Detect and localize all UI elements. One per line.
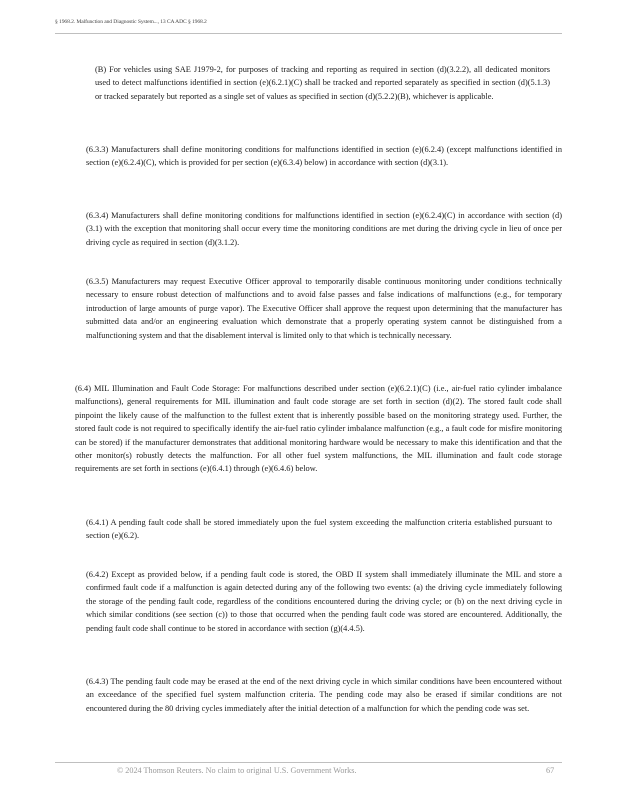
running-head: § 1968.2. Malfunction and Diagnostic System..., 13 CA ADC § 1968.2: [55, 19, 207, 25]
paragraph-6-4-3: (6.4.3) The pending fault code may be erased at the end of the next driving cycle in which similar conditions have been encountered without an exceedance of the specified fuel system malfunction criteria. The pending code may also be erased if similar conditions are not encountered during the 80 driving cycles immediately after the initial detection of a malfunction for which the pending code was set.: [86, 677, 562, 713]
paragraph-6-3-3: (6.3.3) Manufacturers shall define monitoring conditions for malfunctions identified in section (e)(6.2.4) (except malfunctions identified in section (e)(6.2.4)(C), which is provided for per section (e)(6.3.4) below) in accordance with section (d)(3.1).: [86, 145, 562, 168]
page-number: 67: [546, 766, 555, 775]
paragraph-6-3-4: (6.3.4) Manufacturers shall define monitoring conditions for malfunctions identified in section (e)(6.2.4)(C) in accordance with section (d)(3.1) with the exception that monitoring shall occur every time the monitoring conditions are met during the driving cycle in lieu of once per driving cycle as required in section (d)(3.1.2).: [86, 211, 562, 247]
paragraph-6-4-2: (6.4.2) Except as provided below, if a pending fault code is stored, the OBD II system shall immediately illuminate the MIL and store a confirmed fault code if a malfunction is again detected during any of the following two events: (a) the driving cycle immediately following the storage of the pending fault code, regardless of the conditions encountered during the driving cycle; or (b) on the next driving cycle in which similar conditions (see section (c)) to those that occurred when the pending fault code was stored are encountered. Additionally, the pending fault code shall continue to be stored in accordance with section (g)(4.4.5).: [86, 570, 562, 633]
footer-copyright: © 2024 Thomson Reuters. No claim to original U.S. Government Works.: [117, 766, 357, 775]
paragraph-6-3-5: (6.3.5) Manufacturers may request Executive Officer approval to temporarily disable continuous monitoring under conditions technically necessary to ensure robust detection of malfunctions and to avoid false passes and false indications of malfunctions (e.g., for temporary introduction of large amounts of purge vapor). The Executive Officer shall approve the request upon determining that the manufacturer has submitted data and/or an engineering evaluation which demonstrate that a properly operating system cannot be distinguished from a malfunctioning system and that the disablement interval is limited only to that which is technically necessary.: [86, 277, 562, 340]
paragraph-6-4: (6.4) MIL Illumination and Fault Code Storage: For malfunctions described under section (e)(6.2.1)(C) (i.e., air-fuel ratio cylinder imbalance malfunctions), general requirements for MIL illumination and fault code storage are set forth in section (d)(2). The stored fault code shall pinpoint the likely cause of the malfunction to the fullest extent that is inherently possible based on the monitoring strategy used. Further, the stored fault code is not required to specifically identify the air-fuel ratio cylinder imbalance malfunction (e.g., a fault code for misfire monitoring can be stored) if the manufacturer demonstrates that additional monitoring hardware would be necessary to make this identification and that the other monitor(s) robustly detects the malfunction. For all other fuel system malfunctions, the MIL illumination and fault code storage requirements are set forth in sections (e)(6.4.1) through (e)(6.4.6) below.: [75, 384, 562, 474]
paragraph-6-4-1: (6.4.1) A pending fault code shall be stored immediately upon the fuel system exceeding the malfunction criteria established pursuant to section (e)(6.2).: [86, 518, 552, 541]
paragraph-b-j1979-2: (B) For vehicles using SAE J1979-2, for purposes of tracking and reporting as required in section (d)(3.2.2), all dedicated monitors used to detect malfunctions identified in section (e)(6.2.1)(C) shall be tracked and reported separately as specified in section (d)(5.1.3) or tracked separately but reported as a single set of values as specified in section (d)(5.2.2)(B), whichever is applicable.: [95, 65, 550, 101]
header-divider: [55, 33, 562, 34]
footer-divider: [55, 762, 562, 763]
